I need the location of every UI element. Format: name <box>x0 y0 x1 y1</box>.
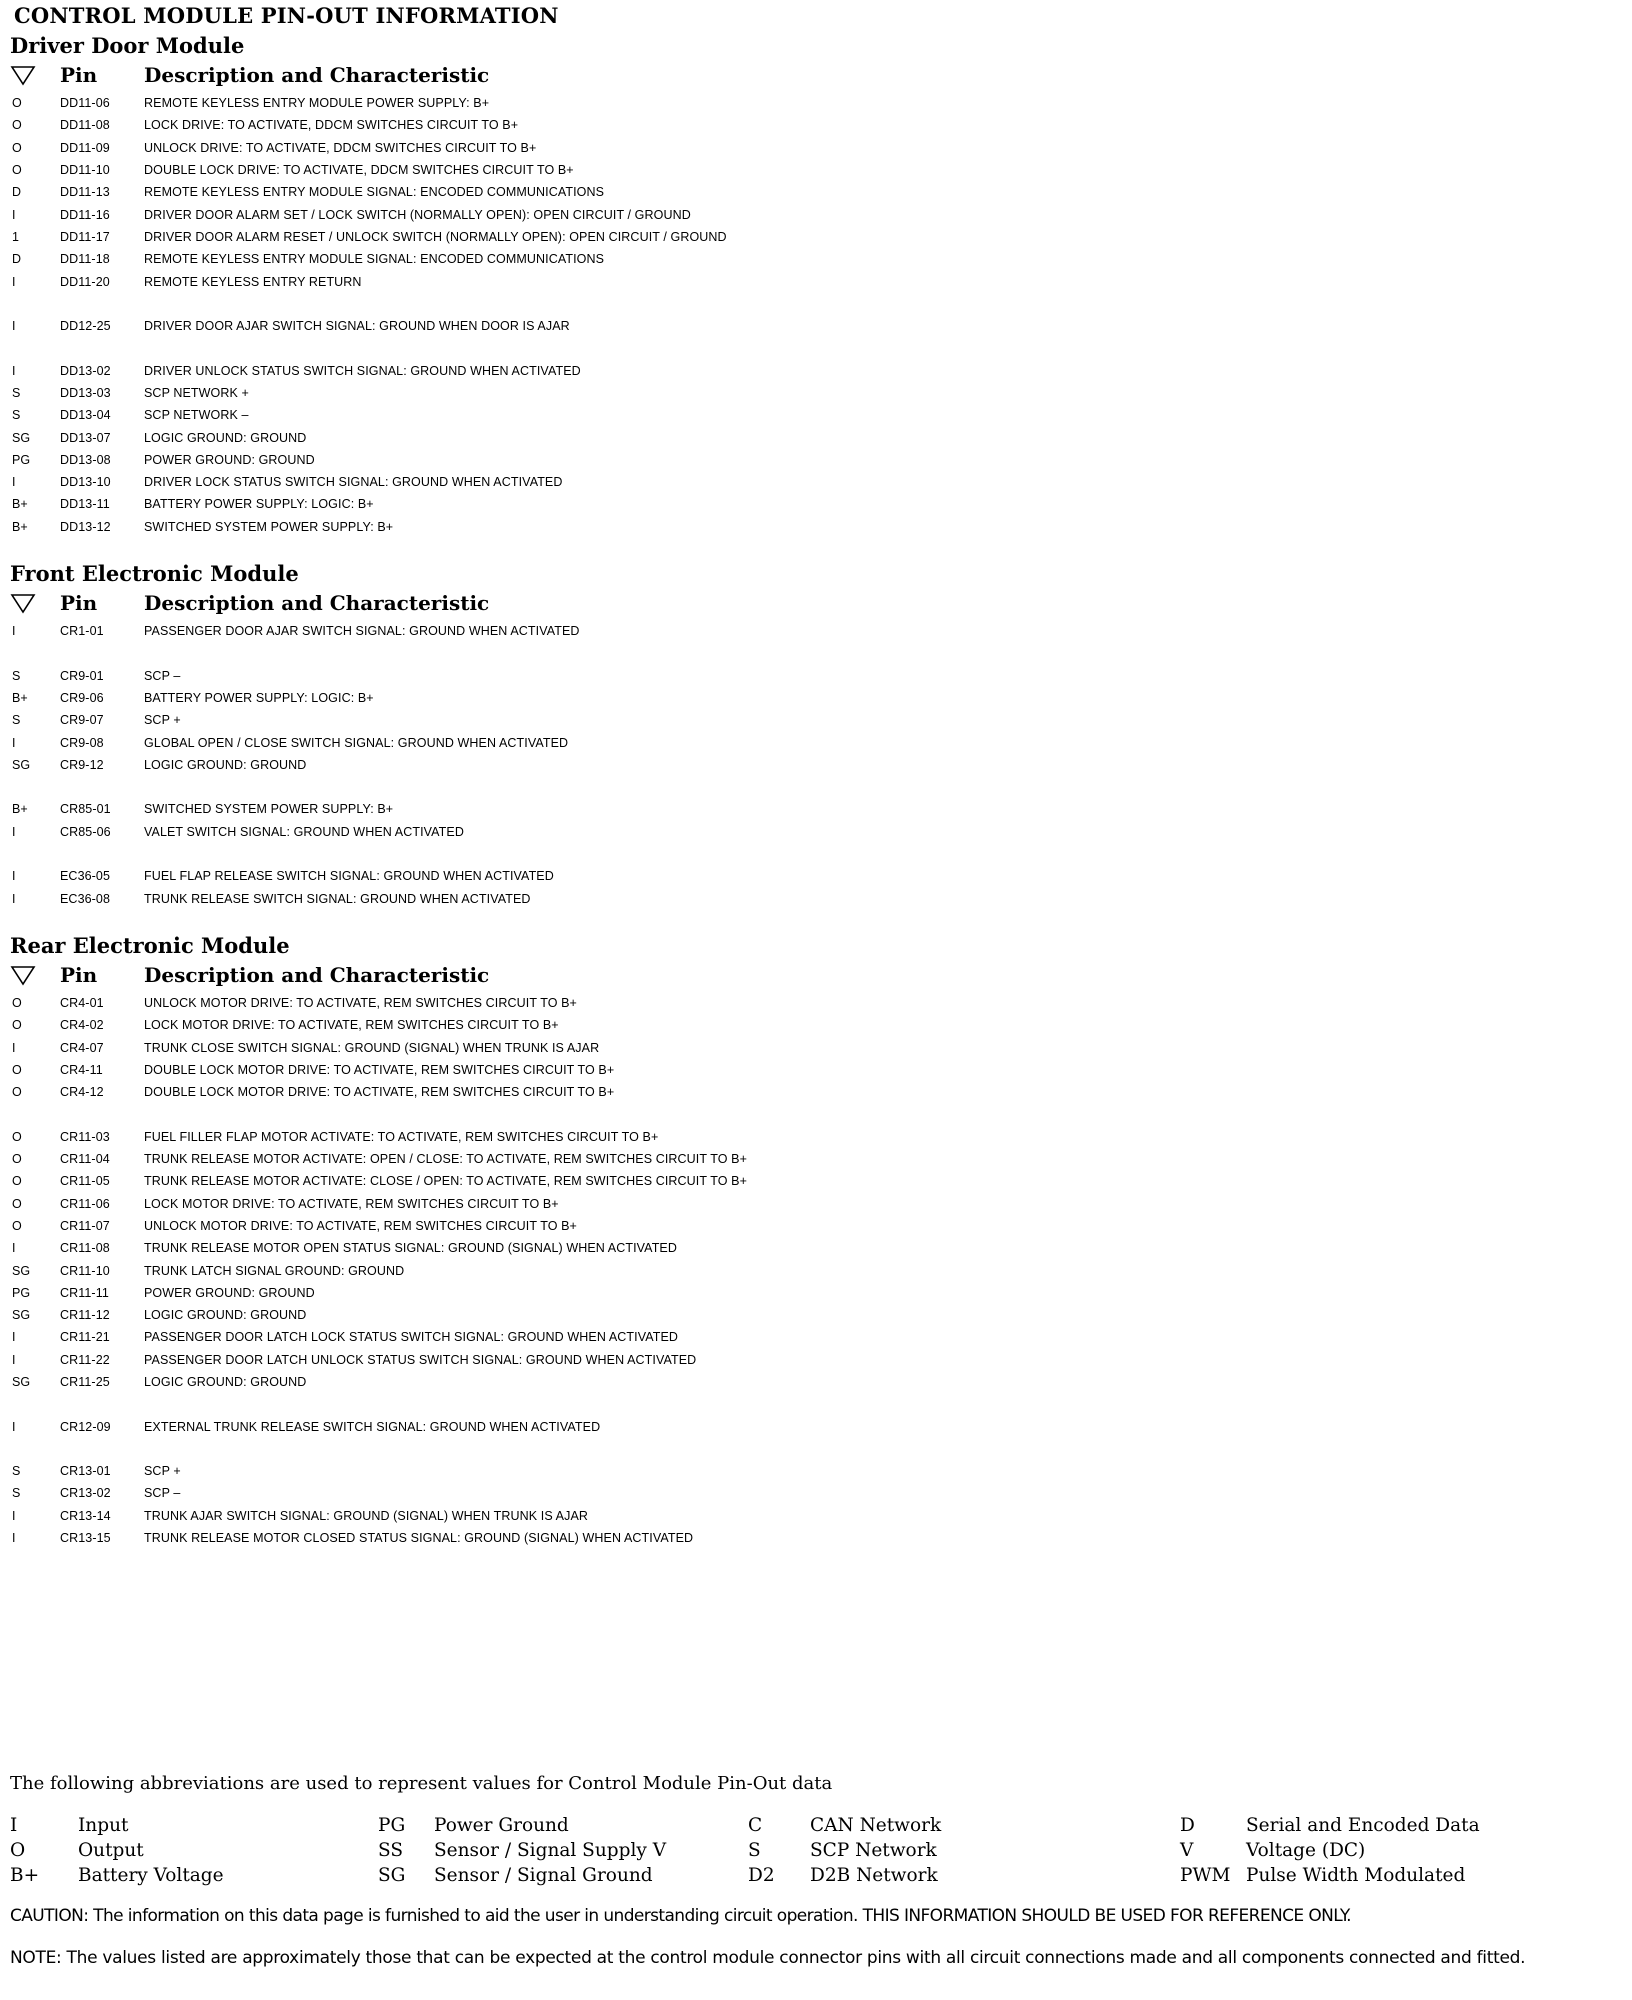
abbreviation-meaning: SCP Network <box>810 1840 937 1861</box>
table-row <box>10 92 1622 114</box>
abbreviation-code: C <box>748 1815 763 1836</box>
pin-id: DD11-18 <box>60 252 110 267</box>
signal-type: SG <box>12 1263 31 1278</box>
abbreviation-meaning: Sensor / Signal Ground <box>434 1865 653 1886</box>
signal-type: I <box>12 207 16 222</box>
pin-description: UNLOCK MOTOR DRIVE: TO ACTIVATE, REM SWITCHES CIRCUIT TO B+ <box>144 1218 577 1233</box>
pin-description: DOUBLE LOCK DRIVE: TO ACTIVATE, DDCM SWITCHES CIRCUIT TO B+ <box>144 163 574 178</box>
pin-description: EXTERNAL TRUNK RELEASE SWITCH SIGNAL: GROUND WHEN ACTIVATED <box>144 1419 601 1434</box>
pin-id: DD13-02 <box>60 363 111 378</box>
signal-type: D <box>12 252 22 267</box>
signal-type: O <box>12 1062 22 1077</box>
pin-id: CR4-11 <box>60 1062 103 1077</box>
pin-description: DOUBLE LOCK MOTOR DRIVE: TO ACTIVATE, REM SWITCHES CIRCUIT TO B+ <box>144 1085 615 1100</box>
row-gap <box>10 843 1622 865</box>
table-row <box>10 1505 1622 1527</box>
column-header <box>10 588 1622 618</box>
table-row <box>10 1415 1622 1437</box>
pin-column-header: Pin <box>60 962 98 987</box>
pin-description: PASSENGER DOOR LATCH LOCK STATUS SWITCH SIGNAL: GROUND WHEN ACTIVATED <box>144 1330 679 1345</box>
signal-type: O <box>12 995 22 1010</box>
table-row <box>10 1282 1622 1304</box>
pin-description: TRUNK AJAR SWITCH SIGNAL: GROUND (SIGNAL) WHEN TRUNK IS AJAR <box>144 1508 589 1523</box>
pin-description: SWITCHED SYSTEM POWER SUPPLY: B+ <box>144 802 394 817</box>
table-row <box>10 731 1622 753</box>
abbreviation-meaning: Output <box>78 1840 144 1861</box>
pin-description: SCP NETWORK – <box>144 408 249 423</box>
section-spacer <box>10 910 1622 928</box>
pin-description: REMOTE KEYLESS ENTRY MODULE SIGNAL: ENCODED COMMUNICATIONS <box>144 252 605 267</box>
signal-type: I <box>12 891 16 906</box>
pin-id: CR13-14 <box>60 1508 111 1523</box>
row-gap <box>10 1393 1622 1415</box>
column-header <box>10 960 1622 990</box>
module-section <box>10 910 1622 1549</box>
abbreviation-code: PG <box>378 1815 406 1836</box>
pin-id: EC36-08 <box>60 891 111 906</box>
signal-type: O <box>12 118 22 133</box>
pin-description: BATTERY POWER SUPPLY: LOGIC: B+ <box>144 497 374 512</box>
signal-type: O <box>12 163 22 178</box>
table-row <box>10 360 1622 382</box>
description-column-header: Description and Characteristic <box>144 63 490 87</box>
pin-description: UNLOCK MOTOR DRIVE: TO ACTIVATE, REM SWITCHES CIRCUIT TO B+ <box>144 995 577 1010</box>
signal-type: S <box>12 668 21 683</box>
abbreviation-code: B+ <box>10 1865 40 1886</box>
pin-description: DRIVER DOOR ALARM SET / LOCK SWITCH (NORMALLY OPEN): OPEN CIRCUIT / GROUND <box>144 207 691 222</box>
pin-rows <box>10 992 1622 1549</box>
pin-id: DD13-08 <box>60 452 111 467</box>
pin-id: CR4-07 <box>60 1040 104 1055</box>
pin-id: DD13-04 <box>60 408 111 423</box>
pin-id: CR4-01 <box>60 995 104 1010</box>
pin-description: LOGIC GROUND: GROUND <box>144 757 307 772</box>
table-row <box>10 665 1622 687</box>
table-row <box>10 687 1622 709</box>
triangle-down-icon <box>10 964 60 986</box>
table-row <box>10 426 1622 448</box>
pin-id: CR9-07 <box>60 713 104 728</box>
table-row <box>10 1326 1622 1348</box>
table-row <box>10 1081 1622 1103</box>
table-row <box>10 821 1622 843</box>
signal-type: O <box>12 1129 22 1144</box>
section-title: Driver Door Module <box>10 33 245 58</box>
abbreviation-meaning: Sensor / Signal Supply V <box>434 1840 667 1861</box>
table-row <box>10 203 1622 225</box>
table-row <box>10 1304 1622 1326</box>
abbreviation-code: D2 <box>748 1865 775 1886</box>
pin-id: CR85-06 <box>60 824 111 839</box>
pin-description: REMOTE KEYLESS ENTRY MODULE POWER SUPPLY: B+ <box>144 96 490 111</box>
signal-type: I <box>12 1419 16 1434</box>
signal-type: I <box>12 274 16 289</box>
signal-type: D <box>12 185 22 200</box>
pin-id: CR11-11 <box>60 1285 109 1300</box>
table-row <box>10 888 1622 910</box>
pin-description: SCP + <box>144 1464 181 1479</box>
pin-description: BATTERY POWER SUPPLY: LOGIC: B+ <box>144 690 374 705</box>
pin-id: CR11-22 <box>60 1352 110 1367</box>
page-title: CONTROL MODULE PIN-OUT INFORMATION <box>14 3 559 28</box>
abbreviation-meaning: Input <box>78 1815 129 1836</box>
pin-description: LOGIC GROUND: GROUND <box>144 1374 307 1389</box>
signal-type: SG <box>12 757 31 772</box>
abbreviation-meaning: CAN Network <box>810 1815 942 1836</box>
pin-description: LOCK MOTOR DRIVE: TO ACTIVATE, REM SWITCHES CIRCUIT TO B+ <box>144 1018 559 1033</box>
signal-type: I <box>12 624 16 639</box>
table-row <box>10 1192 1622 1214</box>
pin-description: UNLOCK DRIVE: TO ACTIVATE, DDCM SWITCHES CIRCUIT TO B+ <box>144 140 537 155</box>
module-section <box>10 538 1622 910</box>
pin-id: CR9-08 <box>60 735 104 750</box>
table-row <box>10 270 1622 292</box>
table-row <box>10 493 1622 515</box>
row-gap <box>10 642 1622 664</box>
pin-description: TRUNK RELEASE MOTOR ACTIVATE: OPEN / CLOSE: TO ACTIVATE, REM SWITCHES CIRCUIT TO B+ <box>144 1152 747 1167</box>
abbreviation-code: PWM <box>1180 1865 1231 1886</box>
triangle-down-icon <box>10 64 60 86</box>
table-row <box>10 137 1622 159</box>
pin-id: CR11-08 <box>60 1241 110 1256</box>
signal-type: O <box>12 96 22 111</box>
abbreviation-meaning: Serial and Encoded Data <box>1246 1815 1480 1836</box>
row-gap <box>10 1438 1622 1460</box>
pin-id: CR12-09 <box>60 1419 111 1434</box>
table-row <box>10 114 1622 136</box>
pin-description: GLOBAL OPEN / CLOSE SWITCH SIGNAL: GROUND WHEN ACTIVATED <box>144 735 569 750</box>
pin-column-header: Pin <box>60 63 98 87</box>
table-row <box>10 1014 1622 1036</box>
pin-id: CR9-12 <box>60 757 104 772</box>
signal-type: I <box>12 1531 16 1546</box>
signal-type: B+ <box>12 802 28 817</box>
row-gap <box>10 293 1622 315</box>
pin-id: DD11-10 <box>60 163 110 178</box>
section-title: Front Electronic Module <box>10 560 299 586</box>
pin-description: VALET SWITCH SIGNAL: GROUND WHEN ACTIVATED <box>144 824 464 839</box>
signal-type: SG <box>12 1308 31 1323</box>
signal-type: I <box>12 1508 16 1523</box>
pin-description: PASSENGER DOOR AJAR SWITCH SIGNAL: GROUND WHEN ACTIVATED <box>144 624 580 639</box>
row-gap <box>10 776 1622 798</box>
pin-description: TRUNK RELEASE MOTOR CLOSED STATUS SIGNAL: GROUND (SIGNAL) WHEN ACTIVATED <box>144 1531 694 1546</box>
table-row <box>10 449 1622 471</box>
table-row <box>10 248 1622 270</box>
pin-id: CR11-10 <box>60 1263 110 1278</box>
signal-type: PG <box>12 1285 31 1300</box>
pin-id: CR1-01 <box>60 624 104 639</box>
signal-type: I <box>12 1352 16 1367</box>
table-row <box>10 1371 1622 1393</box>
pin-id: CR13-01 <box>60 1464 111 1479</box>
signal-type: S <box>12 386 21 400</box>
pin-id: CR9-01 <box>60 668 104 683</box>
pin-description: SCP – <box>144 1486 181 1501</box>
pin-description: LOGIC GROUND: GROUND <box>144 1308 307 1323</box>
signal-type: O <box>12 1174 22 1189</box>
abbreviation-code: I <box>10 1815 18 1836</box>
pin-description: REMOTE KEYLESS ENTRY RETURN <box>144 274 362 289</box>
signal-type: I <box>12 1330 16 1345</box>
signal-type: SG <box>12 430 31 445</box>
row-gap <box>10 337 1622 359</box>
table-row <box>10 181 1622 203</box>
pin-description: REMOTE KEYLESS ENTRY MODULE SIGNAL: ENCODED COMMUNICATIONS <box>144 185 605 200</box>
pin-id: CR9-06 <box>60 690 104 705</box>
table-row <box>10 1215 1622 1237</box>
table-row <box>10 1259 1622 1281</box>
signal-type: O <box>12 1018 22 1033</box>
module-sections <box>10 32 1622 1549</box>
table-row <box>10 1349 1622 1371</box>
pin-description: SCP + <box>144 713 181 728</box>
pin-description: SWITCHED SYSTEM POWER SUPPLY: B+ <box>144 519 394 534</box>
abbreviation-code: SS <box>378 1840 404 1861</box>
pin-id: CR11-04 <box>60 1152 110 1167</box>
table-row <box>10 1036 1622 1058</box>
pin-id: CR4-02 <box>60 1018 104 1033</box>
table-row <box>10 1237 1622 1259</box>
signal-type: I <box>12 475 16 490</box>
signal-type: S <box>12 408 21 423</box>
signal-type: I <box>12 1040 16 1055</box>
table-row <box>10 516 1622 538</box>
caution-text: CAUTION: The information on this data page is furnished to aid the user in understanding circuit operation. THIS INFORMATION SHOULD BE USED FOR REFERENCE ONLY. <box>10 1906 1351 1926</box>
signal-type: I <box>12 869 16 884</box>
pin-description: DRIVER UNLOCK STATUS SWITCH SIGNAL: GROUND WHEN ACTIVATED <box>144 363 581 378</box>
pin-id: CR85-01 <box>60 802 111 817</box>
pin-id: CR4-12 <box>60 1085 104 1100</box>
pin-description: POWER GROUND: GROUND <box>144 1285 315 1300</box>
note-text: NOTE: The values listed are approximately those that can be expected at the control module connector pins with all circuit connections made and all components connected and fitted. <box>10 1948 1526 1968</box>
pinout-page <box>10 0 1622 1549</box>
table-row <box>10 1126 1622 1148</box>
table-row <box>10 1170 1622 1192</box>
pin-column-header: Pin <box>60 590 98 615</box>
pin-id: CR11-12 <box>60 1308 110 1323</box>
pin-id: CR11-06 <box>60 1196 110 1211</box>
pin-id: DD11-17 <box>60 229 110 244</box>
pin-id: DD11-06 <box>60 96 110 111</box>
table-row <box>10 315 1622 337</box>
signal-type: B+ <box>12 690 28 705</box>
signal-type: S <box>12 713 21 728</box>
pin-description: DRIVER DOOR AJAR SWITCH SIGNAL: GROUND WHEN DOOR IS AJAR <box>144 319 570 334</box>
pin-description: LOCK MOTOR DRIVE: TO ACTIVATE, REM SWITCHES CIRCUIT TO B+ <box>144 1196 559 1211</box>
table-row <box>10 226 1622 248</box>
signal-type: O <box>12 1085 22 1100</box>
pin-description: DRIVER DOOR ALARM RESET / UNLOCK SWITCH (NORMALLY OPEN): OPEN CIRCUIT / GROUND <box>144 229 727 244</box>
abbreviation-code: O <box>10 1840 26 1861</box>
pin-id: DD11-16 <box>60 207 110 222</box>
table-row <box>10 159 1622 181</box>
abbreviation-meaning: Pulse Width Modulated <box>1246 1865 1466 1886</box>
column-header <box>10 60 1622 90</box>
signal-type: SG <box>12 1374 31 1389</box>
pin-id: DD13-11 <box>60 497 110 512</box>
description-column-header: Description and Characteristic <box>144 590 490 615</box>
abbreviation-code: SG <box>378 1865 406 1886</box>
table-row <box>10 1059 1622 1081</box>
table-row <box>10 1460 1622 1482</box>
section-spacer <box>10 538 1622 556</box>
row-gap <box>10 1103 1622 1125</box>
pin-description: FUEL FLAP RELEASE SWITCH SIGNAL: GROUND WHEN ACTIVATED <box>144 869 554 884</box>
pin-description: PASSENGER DOOR LATCH UNLOCK STATUS SWITCH SIGNAL: GROUND WHEN ACTIVATED <box>144 1352 697 1367</box>
abbreviation-meaning: Battery Voltage <box>78 1865 224 1886</box>
signal-type: S <box>12 1486 21 1501</box>
pin-id: DD11-13 <box>60 185 110 200</box>
pin-description: TRUNK RELEASE SWITCH SIGNAL: GROUND WHEN ACTIVATED <box>144 891 531 906</box>
table-row <box>10 471 1622 493</box>
signal-type: I <box>12 1241 16 1256</box>
abbreviation-meaning: Power Ground <box>434 1815 569 1836</box>
table-row <box>10 754 1622 776</box>
abbreviations-table <box>10 1813 1610 1888</box>
pin-description: DRIVER LOCK STATUS SWITCH SIGNAL: GROUND WHEN ACTIVATED <box>144 475 563 490</box>
table-row <box>10 798 1622 820</box>
pin-id: DD12-25 <box>60 319 111 334</box>
pin-description: SCP – <box>144 668 181 683</box>
pin-id: DD11-08 <box>60 118 110 133</box>
section-title: Rear Electronic Module <box>10 932 290 958</box>
signal-type: I <box>12 319 16 334</box>
pin-description: POWER GROUND: GROUND <box>144 452 315 467</box>
pin-description: SCP NETWORK + <box>144 386 249 400</box>
signal-type: O <box>12 140 22 155</box>
pin-id: CR13-02 <box>60 1486 111 1501</box>
pin-description: TRUNK LATCH SIGNAL GROUND: GROUND <box>144 1263 405 1278</box>
pin-description: TRUNK RELEASE MOTOR OPEN STATUS SIGNAL: GROUND (SIGNAL) WHEN ACTIVATED <box>144 1241 677 1256</box>
pin-description: TRUNK RELEASE MOTOR ACTIVATE: CLOSE / OPEN: TO ACTIVATE, REM SWITCHES CIRCUIT TO B+ <box>144 1174 747 1189</box>
signal-type: O <box>12 1152 22 1167</box>
description-column-header: Description and Characteristic <box>144 962 490 987</box>
signal-type: I <box>12 735 16 750</box>
pin-description: LOCK DRIVE: TO ACTIVATE, DDCM SWITCHES CIRCUIT TO B+ <box>144 118 519 133</box>
pin-id: DD13-03 <box>60 386 111 400</box>
abbreviation-code: D <box>1180 1815 1195 1836</box>
signal-type: S <box>12 1464 21 1479</box>
pin-id: EC36-05 <box>60 869 111 884</box>
abbreviation-code: S <box>748 1840 761 1861</box>
pin-id: DD13-10 <box>60 475 111 490</box>
pin-id: CR11-07 <box>60 1218 110 1233</box>
signal-type: B+ <box>12 497 28 512</box>
table-row <box>10 620 1622 642</box>
table-row <box>10 709 1622 731</box>
signal-type: B+ <box>12 519 28 534</box>
table-row <box>10 1148 1622 1170</box>
pin-id: CR11-03 <box>60 1129 110 1144</box>
abbreviation-meaning: Voltage (DC) <box>1246 1840 1366 1861</box>
pin-id: DD11-09 <box>60 140 110 155</box>
signal-type: O <box>12 1196 22 1211</box>
abbreviation-meaning: D2B Network <box>810 1865 938 1886</box>
signal-type: 1 <box>12 229 20 244</box>
pin-id: CR11-25 <box>60 1374 110 1389</box>
pin-id: CR11-05 <box>60 1174 110 1189</box>
pin-description: LOGIC GROUND: GROUND <box>144 430 307 445</box>
pin-id: DD13-07 <box>60 430 111 445</box>
abbreviations-intro: The following abbreviations are used to represent values for Control Module Pin-Out data <box>10 1773 833 1794</box>
signal-type: O <box>12 1218 22 1233</box>
table-row <box>10 382 1622 404</box>
pin-rows <box>10 92 1622 538</box>
triangle-down-icon <box>10 592 60 614</box>
pin-description: TRUNK CLOSE SWITCH SIGNAL: GROUND (SIGNAL) WHEN TRUNK IS AJAR <box>144 1040 600 1055</box>
table-row <box>10 992 1622 1014</box>
pin-description: FUEL FILLER FLAP MOTOR ACTIVATE: TO ACTIVATE, REM SWITCHES CIRCUIT TO B+ <box>144 1129 659 1144</box>
abbreviation-code: V <box>1180 1840 1194 1861</box>
pin-id: DD11-20 <box>60 274 110 289</box>
pin-id: CR13-15 <box>60 1531 111 1546</box>
pin-rows <box>10 620 1622 910</box>
table-row <box>10 1482 1622 1504</box>
signal-type: PG <box>12 452 31 467</box>
pin-description: DOUBLE LOCK MOTOR DRIVE: TO ACTIVATE, REM SWITCHES CIRCUIT TO B+ <box>144 1062 615 1077</box>
module-section <box>10 32 1622 538</box>
table-row <box>10 865 1622 887</box>
signal-type: I <box>12 824 16 839</box>
signal-type: I <box>12 363 16 378</box>
pin-id: DD13-12 <box>60 519 111 534</box>
table-row <box>10 404 1622 426</box>
table-row <box>10 1527 1622 1549</box>
pin-id: CR11-21 <box>60 1330 110 1345</box>
